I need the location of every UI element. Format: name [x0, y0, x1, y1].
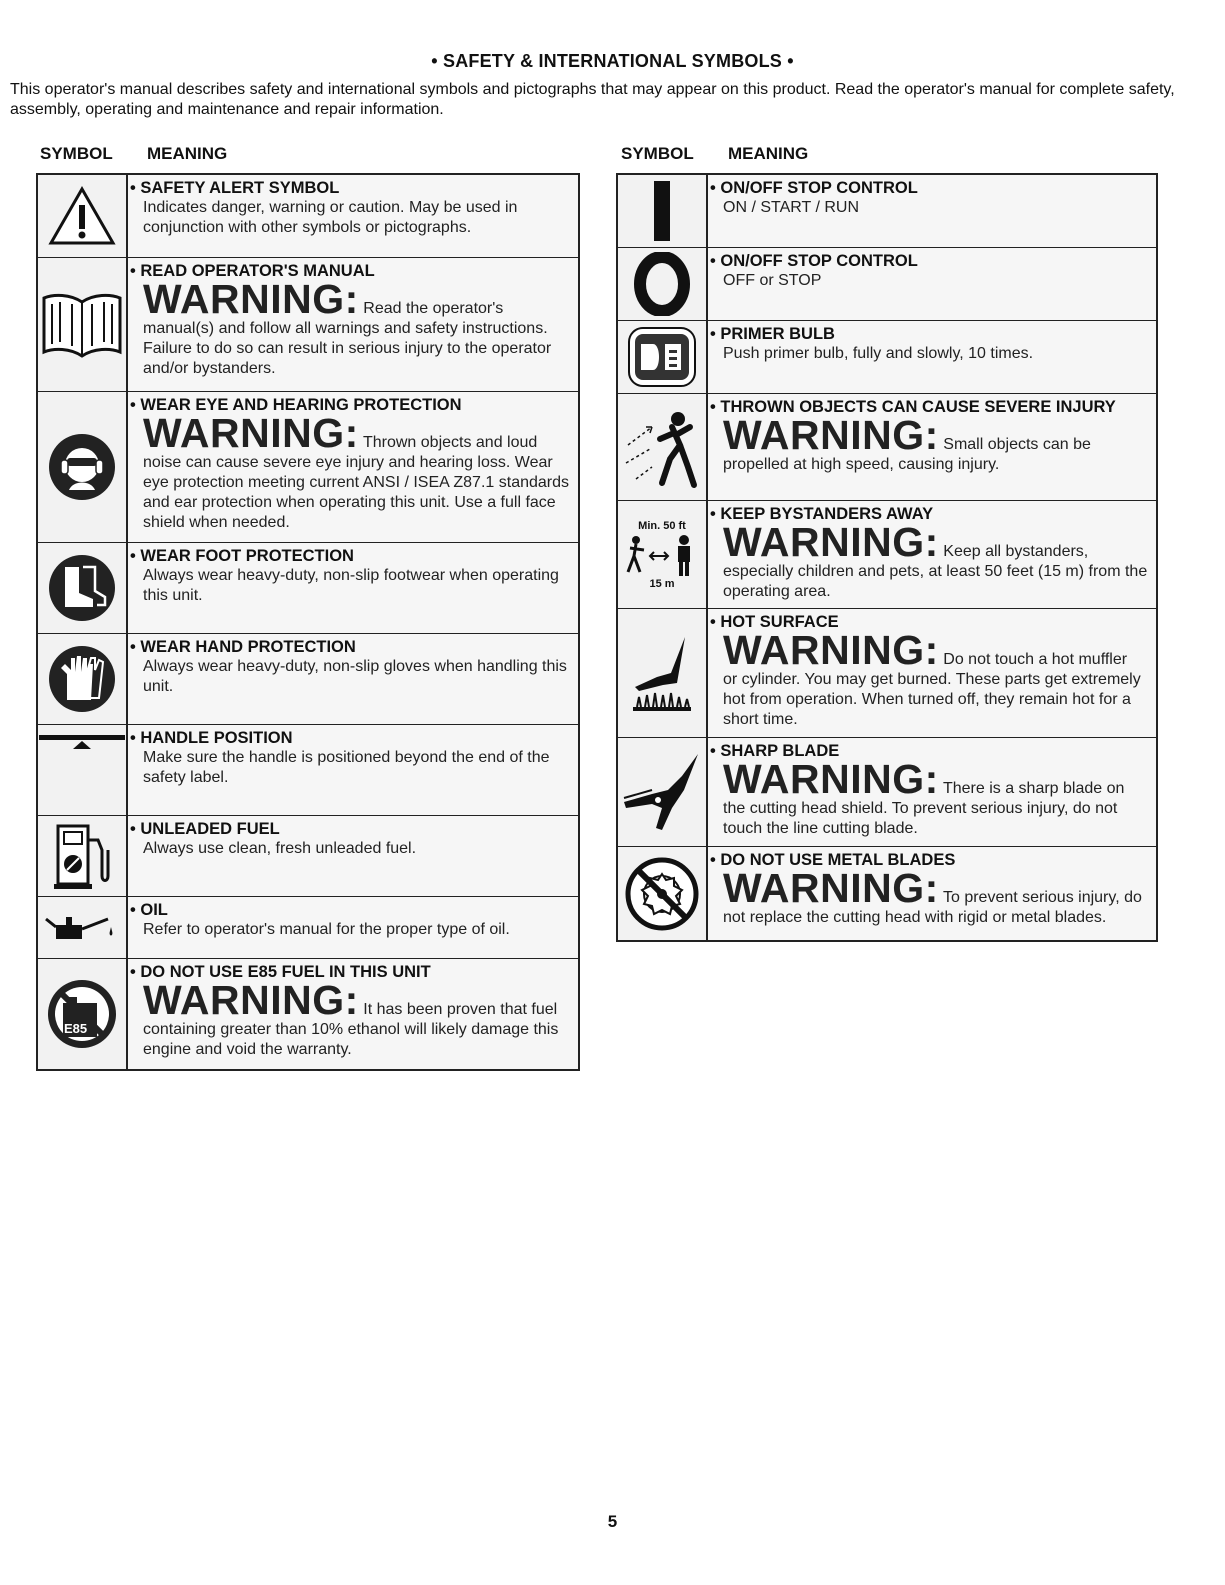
warning-word: WARNING: [143, 977, 359, 1023]
page-number: 5 [607, 1512, 618, 1531]
no-metal-blades-icon [618, 847, 708, 940]
warning-word: WARNING: [723, 865, 939, 911]
table-row: Min. 50 ft 15 m • KEEP BYSTANDERS AWAY WARNING: Keep all bystanders, especially children and pets, at least 50 feet (15 m) from the operating area. [618, 501, 1156, 609]
table-row: • OIL Refer to operator's manual for the proper type of oil. [38, 897, 578, 959]
symbol-description: Indicates danger, warning or caution. May be used in conjunction with other symbols or pictographs. [143, 199, 518, 236]
table-row: • WEAR HAND PROTECTION Always wear heavy-duty, non-slip gloves when handling this unit. [38, 634, 578, 725]
table-row: • PRIMER BULB Push primer bulb, fully and slowly, 10 times. [618, 321, 1156, 394]
symbol-heading: THROWN OBJECTS CAN CAUSE SEVERE INJURY [720, 398, 1116, 416]
warning-text: Keep all bystanders, [943, 543, 1089, 560]
symbol-heading: WEAR EYE AND HEARING PROTECTION [140, 396, 462, 414]
keep-bystanders-away-icon [618, 501, 708, 608]
symbol-description: propelled at high speed, causing injury. [723, 456, 1000, 473]
table-row: • ON/OFF STOP CONTROL ON / START / RUN [618, 175, 1156, 248]
table-row: • DO NOT USE METAL BLADES WARNING: To prevent serious injury, do not replace the cutting head with rigid or metal blades. [618, 847, 1156, 940]
symbol-heading: DO NOT USE E85 FUEL IN THIS UNIT [140, 963, 431, 981]
symbol-description: Make sure the handle is positioned beyond the end of the safety label. [143, 749, 550, 786]
warning-word: WARNING: [723, 627, 939, 673]
svg-text:E85: E85 [64, 1021, 88, 1036]
table-row: • THROWN OBJECTS CAN CAUSE SEVERE INJURY WARNING: Small objects can be propelled at high speed, causing injury. [618, 394, 1156, 501]
warning-word: WARNING: [723, 756, 939, 802]
symbol-description: Refer to operator's manual for the proper type of oil. [143, 921, 510, 938]
table-row: • ON/OFF STOP CONTROL OFF or STOP [618, 248, 1156, 321]
min-distance-label: Min. 50 ft [638, 519, 686, 532]
intro-paragraph: This operator's manual describes safety and international symbols and pictographs that may appear on this product. Read the operator's manual for complete safety, assembly, operating and maintenance and repair information. [10, 81, 1175, 118]
symbol-description: Always wear heavy-duty, non-slip footwear when operating this unit. [143, 567, 559, 604]
foot-protection-boot-icon [38, 543, 128, 633]
warning-word: WARNING: [143, 276, 359, 322]
right-symbol-header: SYMBOL [621, 144, 694, 163]
symbol-description: not replace the cutting head with rigid or metal blades. [723, 909, 1107, 926]
symbol-description: containing greater than 10% ethanol will likely damage this engine and void the warranty. [143, 1021, 559, 1058]
left-meaning-header: MEANING [147, 144, 228, 163]
table-row: • READ OPERATOR'S MANUAL WARNING: Read the operator's manual(s) and follow all warnings and safety instructions. Failure to do so can result in serious injury to the operator and/or bystanders. [38, 258, 578, 392]
unleaded-fuel-pump-icon [38, 816, 128, 896]
eye-hearing-protection-icon [38, 392, 128, 542]
operator-manual-book-icon [38, 258, 128, 391]
symbol-heading: ON/OFF STOP CONTROL [720, 179, 918, 197]
symbol-description: ON / START / RUN [723, 199, 860, 216]
table-row: • WEAR EYE AND HEARING PROTECTION WARNING: Thrown objects and loud noise can cause severe eye injury and hearing loss. Wear eye protection meeting current ANSI / ISEA Z87.1 standards and ear protection when operating this unit. Use a full face shield when needed. [38, 392, 578, 543]
symbol-heading: HOT SURFACE [720, 613, 839, 631]
symbol-heading: READ OPERATOR'S MANUAL [140, 262, 375, 280]
safety-alert-triangle-icon [38, 175, 128, 257]
warning-word: WARNING: [143, 410, 359, 456]
symbol-heading: WEAR HAND PROTECTION [140, 638, 356, 656]
page-title: • SAFETY & INTERNATIONAL SYMBOLS • [431, 51, 794, 71]
left-symbol-table [36, 173, 580, 1071]
symbol-heading: UNLEADED FUEL [140, 820, 280, 838]
symbol-description: noise can cause severe eye injury and hearing loss. Wear eye protection meeting current ANSI / ISEA Z87.1 standards and ear protection when operating this unit. Use a full face shield when needed. [143, 454, 570, 531]
symbol-heading: HANDLE POSITION [140, 729, 293, 747]
symbol-description: manual(s) and follow all warnings and safety instructions. Failure to do so can result in serious injury to the operator and/or bystanders. [143, 320, 552, 377]
right-symbol-table [616, 173, 1158, 942]
symbol-heading: WEAR FOOT PROTECTION [140, 547, 354, 565]
warning-text: Small objects can be [943, 436, 1091, 453]
on-start-bar-icon [618, 175, 708, 247]
symbol-description: OFF or STOP [723, 272, 822, 289]
symbol-description: or cylinder. You may get burned. These parts get extremely hot from operation. When turned off, they remain hot for a short time. [723, 671, 1141, 728]
symbol-description: Always use clean, fresh unleaded fuel. [143, 840, 417, 857]
symbol-description: especially children and pets, at least 50 feet (15 m) from the operating area. [723, 563, 1148, 600]
table-row: • HOT SURFACE WARNING: Do not touch a hot muffler or cylinder. You may get burned. These parts get extremely hot from operation. When turned off, they remain hot for a short time. [618, 609, 1156, 738]
metric-distance-label: 15 m [649, 577, 675, 590]
warning-word: WARNING: [723, 412, 939, 458]
symbol-heading: SAFETY ALERT SYMBOL [140, 179, 340, 197]
hot-surface-icon [618, 609, 708, 737]
warning-text: Read the operator's [363, 300, 504, 317]
symbol-heading: PRIMER BULB [720, 325, 835, 343]
sharp-blade-hand-icon [618, 738, 708, 846]
symbol-description: the cutting head shield. To prevent serious injury, do not touch the line cutting blade. [723, 800, 1118, 837]
symbol-description: Always wear heavy-duty, non-slip gloves when handling this unit. [143, 658, 567, 695]
table-row: • HANDLE POSITION Make sure the handle is positioned beyond the end of the safety label. [38, 725, 578, 816]
warning-text: Do not touch a hot muffler [943, 651, 1128, 668]
primer-bulb-icon [618, 321, 708, 393]
warning-word: WARNING: [723, 519, 939, 565]
symbol-heading: SHARP BLADE [720, 742, 840, 760]
left-symbol-header: SYMBOL [40, 144, 113, 163]
warning-text: Thrown objects and loud [362, 434, 538, 451]
oil-can-icon [38, 897, 128, 958]
symbol-heading: OIL [140, 901, 168, 919]
symbol-description: Push primer bulb, fully and slowly, 10 times. [723, 345, 1034, 362]
hand-protection-glove-icon [38, 634, 128, 724]
table-row: • UNLEADED FUEL Always use clean, fresh unleaded fuel. [38, 816, 578, 897]
off-stop-circle-icon [618, 248, 708, 320]
warning-text: To prevent serious injury, do [942, 889, 1142, 906]
symbol-heading: DO NOT USE METAL BLADES [720, 851, 956, 869]
table-row: • WEAR FOOT PROTECTION Always wear heavy-duty, non-slip footwear when operating this unit. [38, 543, 578, 634]
warning-text: There is a sharp blade on [942, 780, 1125, 797]
no-e85-fuel-icon [38, 959, 128, 1069]
symbol-heading: ON/OFF STOP CONTROL [720, 252, 918, 270]
table-row: • SAFETY ALERT SYMBOL Indicates danger, warning or caution. May be used in conjunction with other symbols or pictographs. [38, 175, 578, 258]
handle-position-icon [38, 725, 128, 815]
symbol-heading: KEEP BYSTANDERS AWAY [720, 505, 934, 523]
right-meaning-header: MEANING [728, 144, 809, 163]
table-row: • SHARP BLADE WARNING: There is a sharp blade on the cutting head shield. To prevent serious injury, do not touch the line cutting blade. [618, 738, 1156, 847]
warning-text: It has been proven that fuel [363, 1001, 558, 1018]
table-row: E85 • DO NOT USE E85 FUEL IN THIS UNIT WARNING: It has been proven that fuel containing greater than 10% ethanol will likely damage this engine and void the warranty. [38, 959, 578, 1069]
thrown-objects-icon [618, 394, 708, 500]
